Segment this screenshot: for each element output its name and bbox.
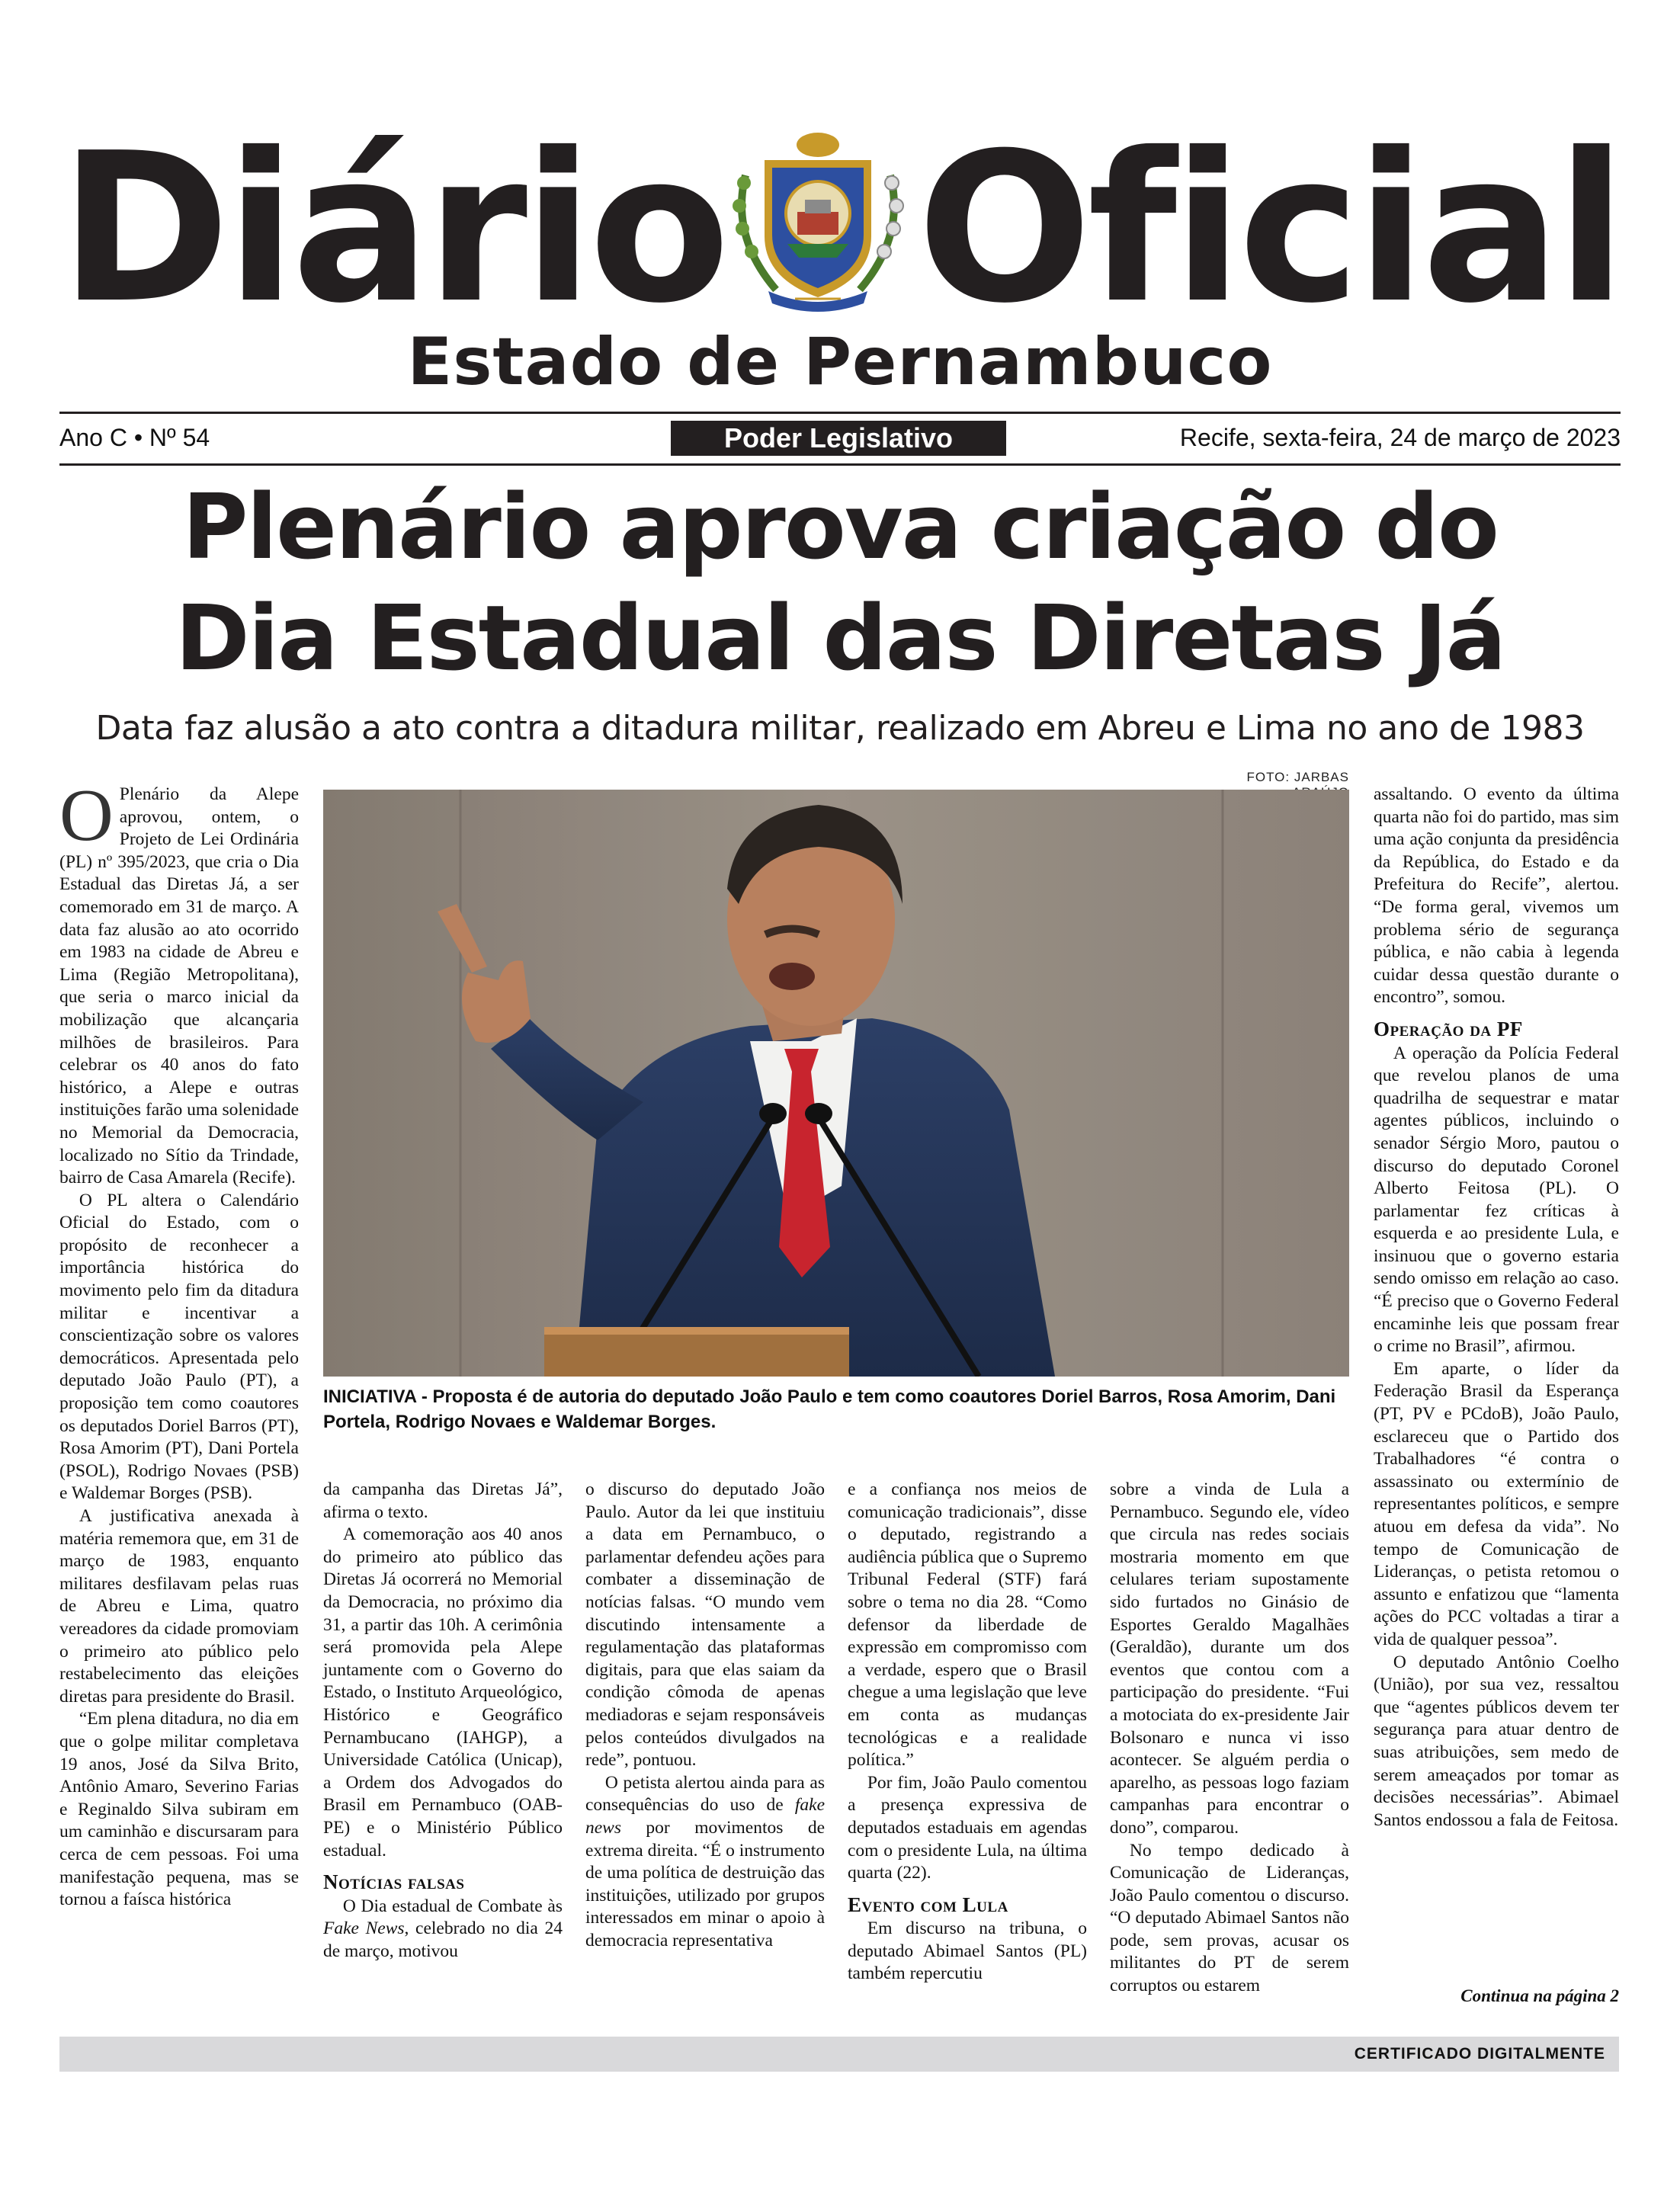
lead-photo bbox=[323, 790, 1349, 1377]
article-paragraph bbox=[323, 1896, 563, 1963]
article-column-2 bbox=[323, 1479, 563, 1963]
digital-certificate-label: CERTIFICADO DIGITALMENTE bbox=[1354, 2045, 1605, 2063]
masthead-title-right: Oficial bbox=[917, 108, 1622, 348]
article-paragraph: Por fim, João Paulo comentou a presença expressiva de deputados estaduais em agendas com o presidente Lula, na última quarta (22). bbox=[848, 1772, 1087, 1883]
article-column-4 bbox=[848, 1479, 1087, 1986]
paragraph-text: O petista alertou ainda para as consequências do uso de bbox=[585, 1772, 825, 1816]
masthead bbox=[59, 108, 1622, 348]
article-column-5 bbox=[1110, 1479, 1349, 1998]
article-paragraph: No tempo dedicado à Comunicação de Lideranças, João Paulo comentou o discurso. “O deputado Abimael Santos não pode, sem provas, acusar os militantes do PT de serem corruptos ou estarem bbox=[1110, 1840, 1349, 1996]
headline-line-1: Plenário aprova criação do bbox=[182, 474, 1498, 579]
article-paragraph bbox=[585, 1772, 825, 1953]
article-column-3 bbox=[585, 1479, 825, 1952]
continued-on-page-link[interactable]: Continua na página 2 bbox=[1460, 1986, 1619, 2005]
top-rule bbox=[59, 412, 1621, 414]
article-column-1 bbox=[59, 774, 299, 1912]
article-paragraph: Em aparte, o líder da Federação Brasil da Esperança (PT, PV e PCdoB), João Paulo, esclareceu que o Partido dos Trabalhadores “é contra o assassinato ou extermínio de representantes políticos, e sempre atuou em defesa da vida”. No tempo de Comunicação de Lideranças, o petista retomou o assunto e enfatizou que “lamenta ações do PCC voltadas a tirar a vida de qualquer pessoa”. bbox=[1374, 1358, 1619, 1649]
masthead-subtitle: Estado de Pernambuco bbox=[407, 324, 1273, 400]
article-paragraph: Em discurso na tribuna, o deputado Abimael Santos (PL) também repercutiu bbox=[848, 1918, 1087, 1984]
article-paragraph: sobre a vinda de Lula a Pernambuco. Segundo ele, vídeo que circula nas redes sociais mostraria momento em que celulares teriam supostamente sido furtados no Ginásio de Esportes Geraldo Magalhães (Geraldão), durante um dos eventos que contou com a participação do presidente. “Fui a motociata do ex-presidente Jair Bolsonaro e nunca vi isso acontecer. Se alguém perdia o aparelho, as pessoas logo faziam campanhas para encontrar o dono”, comparou. bbox=[1110, 1479, 1349, 1838]
subheading-fake-news: Notícias falsas bbox=[323, 1870, 465, 1894]
paragraph-text: por movimentos de extrema direita. “É o instrumento de uma política de destruição das instituições, utilizado por grupos interessados em minar o apoio à democracia representativa bbox=[585, 1817, 825, 1950]
masthead-title-left: Diário bbox=[59, 108, 726, 348]
issue-meta-row bbox=[59, 419, 1621, 460]
edition-number: Ano C • Nº 54 bbox=[59, 424, 210, 451]
headline bbox=[0, 471, 1680, 694]
issue-date: Recife, sexta-feira, 24 de março de 2023 bbox=[1179, 424, 1621, 451]
article-paragraph: e a confiança nos meios de comunicação tradicionais”, disse o deputado, registrando a audiência pública que o Supremo Tribunal Federal (STF) fará sobre o tema no dia 28. “Como defensor da liberdade de expressão em compromisso com a verdade, espero que o Brasil chegue a uma legislação que leve em conta as mudanças tecnológicas e a realidade política.” bbox=[848, 1479, 1087, 1771]
emphasis-text: fake news bbox=[585, 1795, 825, 1838]
article-paragraph: O deputado Antônio Coelho (União), por sua vez, ressaltou que “agentes públicos devem ter segurança para atuar dentro de suas atribuições, sem medo de serem ameaçados por tomar as decisões necessárias”. Abimael Santos endossou a fala de Feitosa. bbox=[1374, 1652, 1619, 1830]
paragraph-text: , celebrado no dia 24 de março, motivou bbox=[323, 1918, 563, 1961]
headline-line-2: Dia Estadual das Diretas Já bbox=[175, 585, 1505, 691]
article-paragraph: assaltando. O evento da última quarta não foi do partido, mas sim uma ação conjunta da presidência da República, do Estado e da Prefeitura do Recife”, alertou. “De forma geral, vivemos um problema sério de segurança pública, e não cabia à legenda cuidar dessa questão durante o encontro”, somou. bbox=[1374, 784, 1619, 1008]
photo-caption: INICIATIVA - Proposta é de autoria do deputado João Paulo e tem como coautores Doriel Barros, Rosa Amorim, Dani Portela, Rodrigo Novaes e Waldemar Borges. bbox=[323, 1386, 1336, 1432]
paragraph-text: O Dia estadual de Combate às bbox=[342, 1896, 563, 1916]
article-paragraph: A comemoração aos 40 anos do primeiro ato público das Diretas Já ocorrerá no Memorial da Democracia, no próximo dia 31, a partir das 10h. A cerimônia será promovida pela Alepe juntamente com o Governo do Estado, o Instituto Arqueológico, Histórico e Geográfico Pernambucano (IAHGP), a Universidade Católica (Unicap), a Ordem dos Advogados do Brasil em Pernambuco (OAB-PE) e o Ministério Público estadual. bbox=[323, 1524, 563, 1861]
coat-of-arms-icon bbox=[723, 130, 913, 313]
section-label: Poder Legislativo bbox=[671, 421, 1006, 456]
article-paragraph bbox=[59, 774, 299, 1190]
footer-bar bbox=[59, 2037, 1619, 2072]
subheading-operacao-pf: Operação da PF bbox=[1374, 1017, 1523, 1040]
article-paragraph: “Em plena ditadura, no dia em que o golpe militar completava 19 anos, José da Silva Brito, Antônio Amaro, Severino Farias e Reginaldo Silva subiram em um caminhão e discursaram para cerca de cem pessoas. Foi uma manifestação pequena, mas se tornou a faísca histórica bbox=[59, 1709, 299, 1910]
drop-cap: O bbox=[59, 774, 114, 857]
photo-credit: FOTO: JARBAS bbox=[1246, 770, 1349, 784]
article-column-6 bbox=[1374, 784, 1619, 1832]
article-paragraph: O PL altera o Calendário Oficial do Estado, com o propósito de reconhecer a importância histórica do movimento pelo fim da ditadura militar e incentivar a conscientização sobre os valores democráticos. Apresentada pelo deputado João Paulo (PT), a proposição tem como coautores os deputados Doriel Barros (PT), Rosa Amorim (PT), Dani Portela (PSOL), Rodrigo Novaes (PSB) e Waldemar Borges (PSB). bbox=[59, 1190, 299, 1504]
article-paragraph: A operação da Polícia Federal que revelou planos de uma quadrilha de sequestrar e matar agentes públicos, incluindo o senador Sérgio Moro, pautou o discurso do deputado Coronel Alberto Feitosa (PL). O parlamentar fez críticas à esquerda e ao presidente Lula, e insinuou que o governo estaria sendo omisso em relação ao caso. “É preciso que o Governo Federal encaminhe leis que possam frear o crime no Brasil”, afirmou. bbox=[1374, 1043, 1619, 1357]
emphasis-text: Fake News bbox=[323, 1918, 405, 1939]
article-paragraph: o discurso do deputado João Paulo. Autor da lei que instituiu a data em Pernambuco, o parlamentar defendeu ações para combater a disseminação de notícias falsas. “O mundo vem discutindo intensamente a regulamentação das plataformas digitais, para que elas saiam da condição cômoda de apenas mediadoras e sejam responsáveis pelos conteúdos divulgados na rede”, pontuou. bbox=[585, 1479, 825, 1771]
bottom-rule bbox=[59, 463, 1621, 466]
paragraph-text: Plenário da Alepe aprovou, ontem, o Projeto de Lei Ordinária (PL) nº 395/2023, que cria o Dia Estadual das Diretas Já, a ser comemorado em 31 de março. A data faz alusão ao ato ocorrido em 1983 na cidade de Abreu e Lima (Região Metropolitana), que seria o marco inicial da mobilização que alcançaria milhões de brasileiros. Para celebrar os 40 anos do fato histórico, a Alepe e outras instituições farão uma solenidade no Memorial da Democracia, localizado no Sítio da Trindade, bairro de Casa Amarela (Recife). bbox=[59, 784, 299, 1188]
deck: Data faz alusão a ato contra a ditadura militar, realizado em Abreu e Lima no ano de 1983 bbox=[95, 709, 1585, 748]
article-paragraph: A justificativa anexada à matéria rememora que, em 31 de março de 1983, enquanto militares desfilavam pelas ruas de Abreu e Lima, quatro vereadores da cidade promoviam o primeiro ato público pelo restabelecimento das eleições diretas para presidente do Brasil. bbox=[59, 1506, 299, 1707]
subheading-evento-lula: Evento com Lula bbox=[848, 1893, 1008, 1916]
article-paragraph: da campanha das Diretas Já”, afirma o texto. bbox=[323, 1479, 563, 1522]
